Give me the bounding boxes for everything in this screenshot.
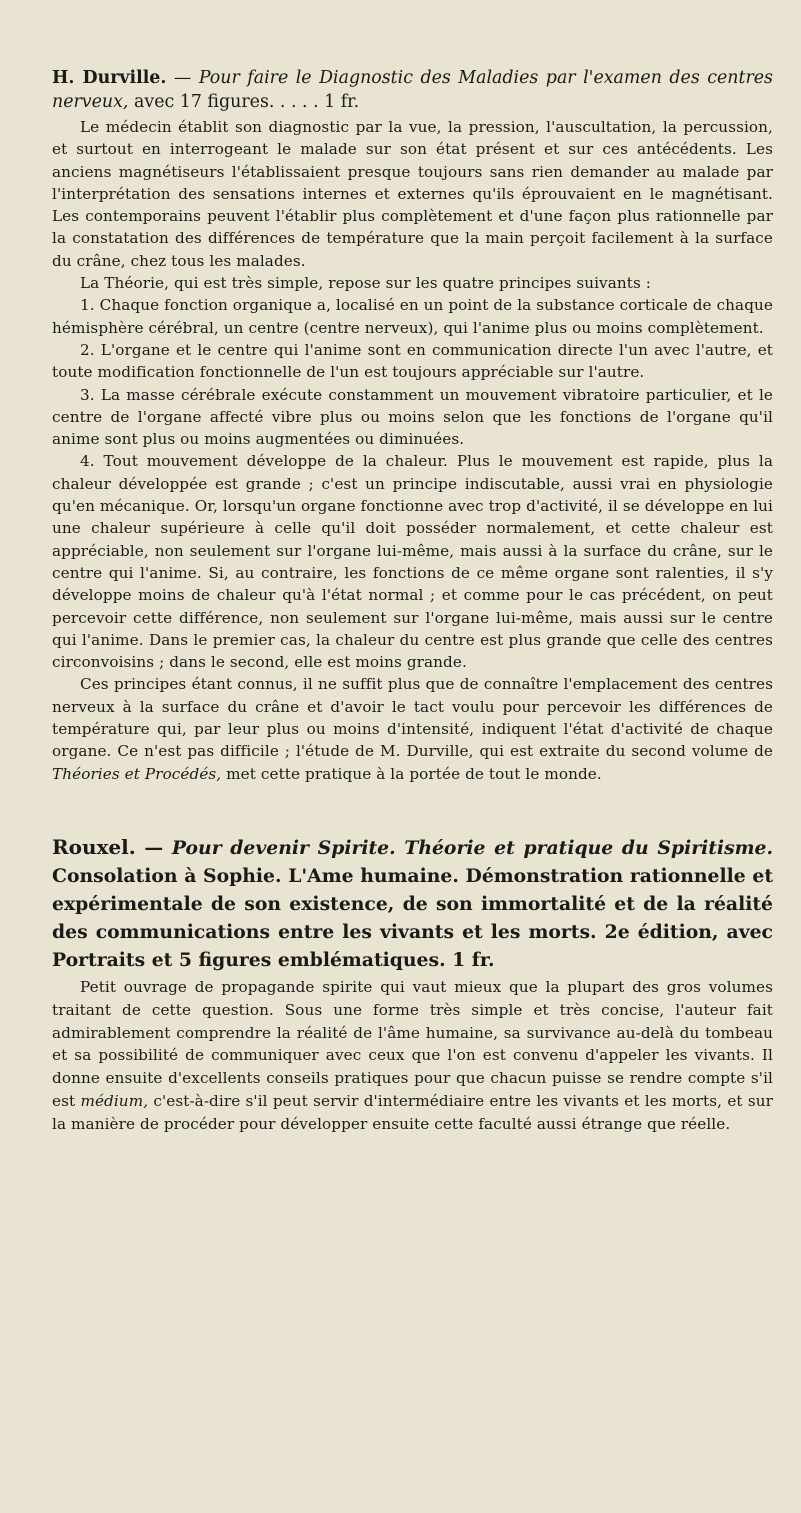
medium-term: médium,	[80, 1091, 149, 1110]
closing-text: Ces principes étant connus, il ne suffit plus que de connaître l'emplacement des centres nerveux à la surface du crâne et d'avoir le tact voulu pour percevoir les différences de température qui, par leur plus ou moins d'intensité, indiquent l'état d'activité de chaque organe. Ce n'est pas difficile ; l'étude de M. Durville, qui est extraite du second volume de	[52, 675, 773, 761]
author-name: H. Durville.	[52, 68, 167, 88]
closing-text-end: met cette pratique à la portée de tout le monde.	[221, 764, 602, 783]
book-details: Consolation à Sophie. L'Ame humaine. Démonstration rationnelle et expérimentale de son existence, de son immortalité et de la réalité des communications entre les vivants et les morts. 2e édition, avec Portraits et 5 figures emblématiques. 1 fr.	[52, 864, 773, 971]
entry-heading	[52, 66, 773, 114]
description-text: Petit ouvrage de propagande spirite qui vaut mieux que la plupart des gros volumes traitant de cette question. Sous une forme très simple et très concise, l'auteur fait admirablement comprendre la réalité de l'âme humaine, sa survivance au-delà du tombeau et sa possibilité de communiquer avec ceux que l'on est convenu d'appeler les vivants. Il donne ensuite d'excellents conseils pratiques pour que chacun puisse se rendre compte s'il est	[52, 977, 773, 1110]
author-name: Rouxel.	[52, 834, 136, 859]
book-title: Pour faire le Diagnostic des Maladies par l'examen des centres nerveux,	[52, 68, 773, 112]
book-details: avec 17 figures. . . . . 1 fr.	[128, 92, 360, 112]
description-paragraph: La Théorie, qui est très simple, repose sur les quatre principes suivants :	[80, 274, 652, 293]
closing-paragraph	[52, 673, 773, 784]
separator-dash: —	[135, 836, 172, 859]
principle-3: 3. La masse cérébrale exécute constamment un mouvement vibratoire particulier, et le centre de l'organe affecté vibre plus ou moins selon que les fonctions de l'organe qu'il anime sont plus ou moins augmentées ou diminuées.	[52, 385, 773, 449]
principle-2: 2. L'organe et le centre qui l'anime sont en communication directe l'un avec l'autre, et toute modification fonctionnelle de l'un est toujours appréciable sur l'autre.	[52, 340, 773, 382]
catalog-entry-rouxel	[52, 833, 773, 1136]
principle-4: 4. Tout mouvement développe de la chaleur. Plus le mouvement est rapide, plus la chaleur développée est grande ; c'est un principe indiscutable, aussi vrai en physiologie qu'en mécanique. Or, lorsqu'un organe fonctionne avec trop d'activité, il se développe en lui une chaleur supérieure à celle qu'il doit posséder normalement, et cette chaleur est appréciable, non seulement sur l'organe lui-même, mais aussi à la surface du crâne, sur le centre qui l'anime. Si, au contraire, les fonctions de ce même organe sont ralenties, il s'y développe moins de chaleur qu'à l'état normal ; et comme pour le cas précédent, on peut percevoir cette différence, non seulement sur l'organe lui-même, mais aussi sur le centre qui l'anime. Dans le premier cas, la chaleur du centre est plus grande que celle des centres circonvoisins ; dans le second, elle est moins grande.	[52, 452, 773, 672]
closing-italic-title: Théories et Procédés,	[52, 764, 222, 783]
description-text-end: c'est-à-dire s'il peut servir d'intermédiaire entre les vivants et les morts, et sur la manière de procéder pour développer ensuite cette faculté aussi étrange que réelle.	[52, 1091, 773, 1133]
description-paragraph	[52, 976, 773, 1136]
principle-1: 1. Chaque fonction organique a, localisé en un point de la substance corticale de chaque hémisphère cérébral, un centre (centre nerveux), qui l'anime plus ou moins complètement.	[52, 296, 773, 337]
catalog-entry-durville	[52, 66, 773, 785]
separator-dash: —	[166, 68, 199, 88]
entry-heading	[52, 833, 773, 974]
description-paragraph: Le médecin établit son diagnostic par la vue, la pression, l'auscultation, la percussion, et surtout en interrogeant le malade sur son état présent et sur ces antécédents. Les anciens magnétiseurs l'établissaient presque toujours sans rien demander au malade par l'interprétation des sensations internes et externes qu'ils éprouvaient en le magnétisant. Les contemporains peuvent l'établir plus complètement et d'une façon plus rationnelle par la constatation des différences de température que la main perçoit facilement à la surface du crâne, chez tous les malades.	[52, 118, 773, 270]
book-title: Pour devenir Spirite. Théorie et pratique du Spiritisme.	[171, 836, 773, 859]
